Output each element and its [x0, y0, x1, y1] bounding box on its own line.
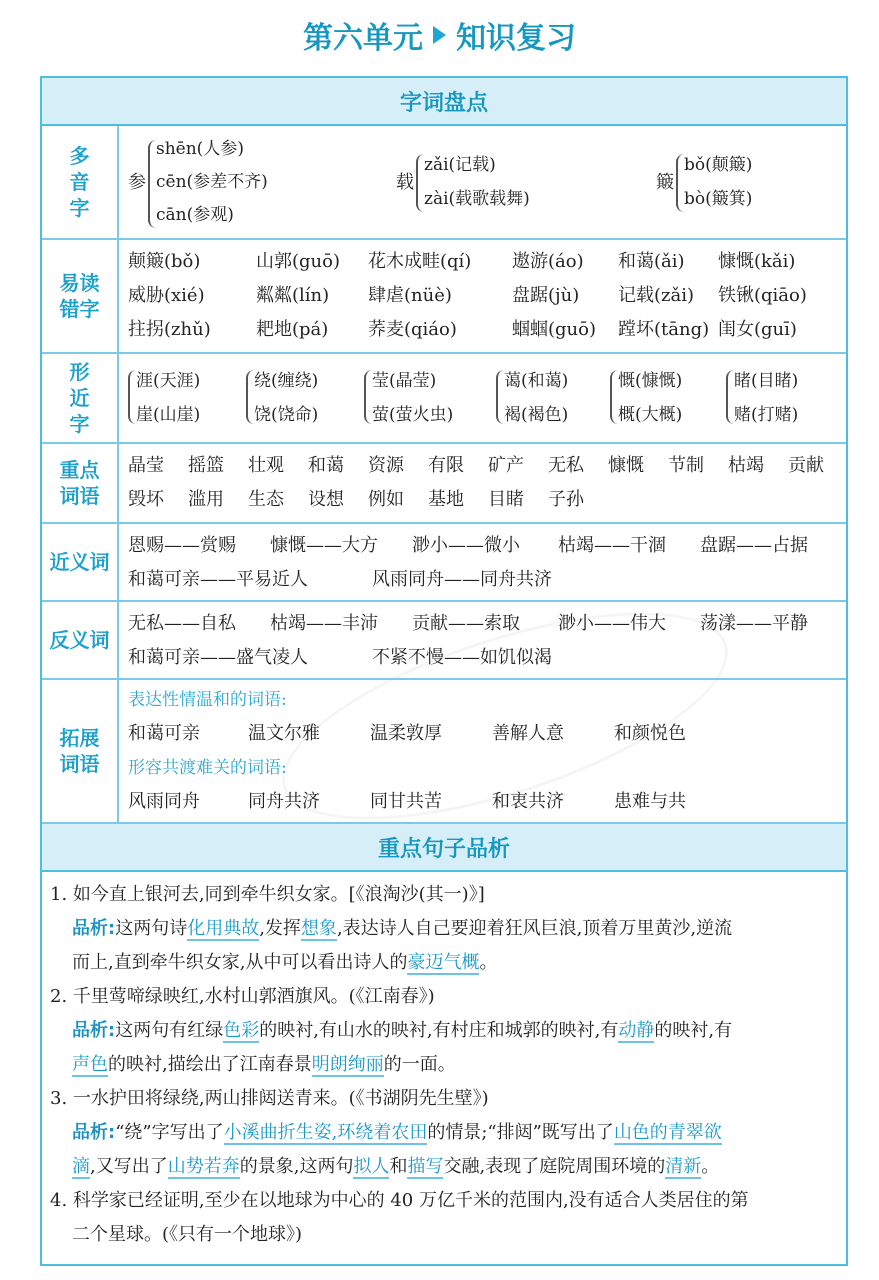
- misread-item: 颠簸(bǒ): [128, 251, 201, 272]
- brace-icon: [496, 370, 504, 424]
- keyword: 有限: [428, 455, 464, 476]
- extended-word: 风雨同舟: [128, 791, 200, 812]
- analysis-2-line: [50, 1048, 838, 1082]
- misread-item: 盘踞(jù): [512, 285, 580, 306]
- keyword: 例如: [368, 489, 404, 510]
- analysis-text: 和: [389, 1156, 408, 1177]
- underlined-keyword: 豪迈气概: [407, 952, 480, 973]
- similar-word: 崖(山崖): [136, 405, 201, 425]
- antonym-pair: 贡献——索取: [412, 613, 520, 634]
- underlined-keyword: 小溪曲折生姿,环绕着农田: [223, 1122, 428, 1143]
- analysis-text: 的一面。: [383, 1054, 456, 1075]
- extended-heading: 形容共渡难关的词语:: [128, 758, 287, 778]
- antonym-pair: 不紧不慢——如饥似渴: [372, 647, 552, 668]
- brace-icon: [128, 370, 136, 424]
- sentence-3: [50, 1082, 838, 1116]
- similar-label-text: 形近字: [69, 360, 90, 436]
- keyword: 矿产: [488, 455, 524, 476]
- sentence-text: 2. 千里莺啼绿映红,水村山郭酒旗风。: [50, 986, 349, 1007]
- keyword: 慷慨: [608, 455, 644, 476]
- misread-item: 威胁(xié): [128, 285, 205, 306]
- polyphone-char: 簸: [656, 172, 674, 193]
- sentence-source: (《只有一个地球》): [162, 1224, 303, 1245]
- polyphone-group: [128, 134, 358, 234]
- extended-word: 同甘共苦: [370, 791, 442, 812]
- keyword: 滥用: [188, 489, 224, 510]
- underlined-keyword: 动静: [618, 1020, 655, 1041]
- misread-item: 蹚坏(tāng): [618, 319, 710, 340]
- similar-word: 蔼(和蔼): [504, 371, 569, 391]
- similar-word: 睹(目睹): [734, 371, 799, 391]
- keywords-line: [128, 450, 844, 482]
- polyphone-group: [656, 150, 836, 220]
- underlined-keyword: 山色的青翠欲: [613, 1122, 722, 1143]
- extended-row: [42, 680, 846, 824]
- sentence-4-cont: [50, 1218, 838, 1252]
- keywords-content: [128, 444, 840, 522]
- polyphone-label-text: 多音字: [69, 144, 90, 220]
- analysis-text: ,发挥: [259, 918, 301, 939]
- keyword: 毁坏: [128, 489, 164, 510]
- keyword: 生态: [248, 489, 284, 510]
- keyword: 资源: [368, 455, 404, 476]
- extended-word: 温柔敦厚: [370, 723, 442, 744]
- sentence-text: 1. 如今直上银河去,同到牵牛织女家。: [50, 884, 349, 905]
- keyword: 壮观: [248, 455, 284, 476]
- similar-word: 概(大概): [618, 405, 683, 425]
- sentence-source: [《浪淘沙(其一)》]: [348, 884, 485, 905]
- analysis-text: 而上,直到牵牛织女家,从中可以看出诗人的: [72, 952, 408, 973]
- underlined-keyword: 色彩: [223, 1020, 260, 1041]
- extended-word: 和蔼可亲: [128, 723, 200, 744]
- analysis-text: 。: [701, 1156, 720, 1177]
- similar-pair: [610, 366, 720, 432]
- synonyms-content: [128, 524, 840, 600]
- keywords-line: [128, 484, 844, 516]
- page-title: [0, 0, 879, 70]
- sentence-text: 3. 一水护田将绿绕,两山排闼送青来。: [50, 1088, 349, 1109]
- arrow-right-icon: [433, 26, 446, 44]
- extended-word: 善解人意: [492, 723, 564, 744]
- keyword: 节制: [668, 455, 704, 476]
- analysis-text: 的映衬,有: [654, 1020, 733, 1041]
- extended-line: [128, 718, 844, 750]
- synonyms-line: [128, 564, 844, 596]
- misread-item: 闺女(guī): [718, 319, 797, 340]
- keyword: 摇篮: [188, 455, 224, 476]
- misread-item: 铁锹(qiāo): [718, 285, 807, 306]
- analysis-1-line: [50, 946, 838, 980]
- polyphone-reading: bò(簸箕): [684, 189, 753, 209]
- topic-title: 知识复习: [456, 21, 576, 56]
- antonym-pair: 枯竭——丰沛: [270, 613, 378, 634]
- misread-item: 记载(zǎi): [618, 285, 695, 306]
- antonyms-line: [128, 642, 844, 674]
- analysis-text: “绕”字写出了: [115, 1122, 224, 1143]
- similar-pair: [726, 366, 836, 432]
- misread-label-text: 易读错字: [59, 271, 100, 321]
- similar-pair: [364, 366, 490, 432]
- extended-word: 患难与共: [614, 791, 686, 812]
- misread-item: 遨游(áo): [512, 251, 584, 272]
- polyphone-reading: cān(参观): [156, 205, 234, 225]
- analysis-2-line: [50, 1014, 838, 1048]
- synonyms-line: [128, 530, 844, 562]
- keywords-label: [42, 444, 119, 522]
- polyphone-char: 参: [128, 172, 146, 193]
- underlined-keyword: 拟人: [353, 1156, 390, 1177]
- underlined-keyword: 声色: [72, 1054, 108, 1075]
- analysis-3-line: [50, 1116, 838, 1150]
- synonyms-label: 近义词: [42, 524, 119, 600]
- sentences-banner: 重点句子品析: [42, 824, 846, 872]
- antonyms-content: [128, 602, 840, 678]
- synonym-pair: 和蔼可亲——平易近人: [128, 569, 308, 590]
- similar-word: 饶(饶命): [254, 405, 319, 425]
- extended-content: [128, 680, 840, 822]
- extended-word: 同舟共济: [248, 791, 320, 812]
- analysis-3-line: [50, 1150, 838, 1184]
- brace-icon: [416, 154, 424, 212]
- underlined-keyword: 滴: [72, 1156, 90, 1177]
- underlined-keyword: 化用典故: [187, 918, 260, 939]
- misread-item: 荞麦(qiáo): [368, 319, 457, 340]
- misread-item: 肆虐(nüè): [368, 285, 452, 306]
- analysis-text: 的景象,这两句: [239, 1156, 354, 1177]
- antonyms-line: [128, 608, 844, 640]
- analysis-tag: 品析:: [72, 1122, 116, 1143]
- synonym-pair: 盘踞——占据: [700, 535, 808, 556]
- brace-icon: [364, 370, 372, 424]
- keyword: 设想: [308, 489, 344, 510]
- antonym-pair: 荡漾——平静: [700, 613, 808, 634]
- analysis-text: 。: [479, 952, 498, 973]
- sentence-analysis-list: [50, 878, 838, 1252]
- analysis-tag: 品析:: [72, 918, 116, 939]
- similar-pair: [128, 366, 238, 432]
- sentence-text: 二个星球。: [72, 1224, 162, 1245]
- keyword: 基地: [428, 489, 464, 510]
- keywords-row: [42, 444, 846, 524]
- analysis-text: 交融,表现了庭院周围环境的: [443, 1156, 666, 1177]
- similar-pair: [246, 366, 356, 432]
- polyphone-content: [128, 126, 840, 238]
- extended-label: [42, 680, 119, 822]
- misread-line: [128, 246, 844, 278]
- antonym-pair: 无私——自私: [128, 613, 236, 634]
- keyword: 枯竭: [728, 455, 764, 476]
- polyphone-group: [396, 150, 596, 220]
- brace-icon: [726, 370, 734, 424]
- similar-label: [42, 354, 119, 442]
- polyphone-label: [42, 126, 119, 238]
- underlined-keyword: 山势若奔: [167, 1156, 240, 1177]
- antonyms-label: 反义词: [42, 602, 119, 678]
- extended-label-text: 拓展词语: [59, 726, 100, 776]
- polyphone-reading: bǒ(颠簸): [684, 155, 753, 175]
- similar-word: 绕(缠绕): [254, 371, 319, 391]
- sentence-2: [50, 980, 838, 1014]
- extended-word: 和衷共济: [492, 791, 564, 812]
- keyword: 目睹: [488, 489, 524, 510]
- brace-icon: [148, 140, 156, 228]
- polyphone-row: [42, 126, 846, 240]
- analysis-text: ,又写出了: [90, 1156, 168, 1177]
- keyword: 和蔼: [308, 455, 344, 476]
- similar-word: 萤(萤火虫): [372, 405, 454, 425]
- similar-word: 慨(慷慨): [618, 371, 683, 391]
- review-frame: [40, 76, 848, 1266]
- underlined-keyword: 描写: [407, 1156, 444, 1177]
- polyphone-char: 载: [396, 172, 414, 193]
- keyword: 无私: [548, 455, 584, 476]
- sentence-text: 4. 科学家已经证明,至少在以地球为中心的 40 万亿千米的范围内,没有适合人类居住的第: [50, 1190, 749, 1211]
- analysis-text: 这两句有红绿: [115, 1020, 224, 1041]
- synonym-pair: 风雨同舟——同舟共济: [372, 569, 552, 590]
- keyword: 贡献: [788, 455, 824, 476]
- misread-item: 花木成畦(qí): [368, 251, 472, 272]
- analysis-1-line: [50, 912, 838, 946]
- extended-word: 和颜悦色: [614, 723, 686, 744]
- similar-word: 赌(打赌): [734, 405, 799, 425]
- sentence-source: (《江南春》): [348, 986, 435, 1007]
- misread-line: [128, 280, 844, 312]
- similar-pair: [496, 366, 606, 432]
- synonym-pair: 渺小——微小: [412, 535, 520, 556]
- keyword: 晶莹: [128, 455, 164, 476]
- similar-row: [42, 354, 846, 444]
- keyword: 子孙: [548, 489, 584, 510]
- analysis-text: 的映衬,有山水的映衬,有村庄和城郭的映衬,有: [259, 1020, 619, 1041]
- misread-item: 蝈蝈(guō): [512, 319, 596, 340]
- polyphone-reading: zài(载歌载舞): [424, 189, 530, 209]
- synonym-pair: 枯竭——干涸: [558, 535, 666, 556]
- synonym-pair: 慷慨——大方: [270, 535, 378, 556]
- polyphone-reading: shēn(人参): [156, 139, 244, 159]
- similar-content: [128, 354, 840, 442]
- similar-word: 莹(晶莹): [372, 371, 437, 391]
- analysis-tag: 品析:: [72, 1020, 116, 1041]
- extended-word: 温文尔雅: [248, 723, 320, 744]
- antonym-pair: 渺小——伟大: [558, 613, 666, 634]
- misread-item: 拄拐(zhǔ): [128, 319, 211, 340]
- misread-content: [128, 240, 840, 352]
- polyphone-reading: cēn(参差不齐): [156, 172, 268, 192]
- analysis-text: 的映衬,描绘出了江南春景: [108, 1054, 312, 1075]
- misread-item: 耙地(pá): [256, 319, 329, 340]
- extended-heading: 表达性情温和的词语:: [128, 690, 287, 710]
- sentence-4: [50, 1184, 838, 1218]
- antonym-pair: 和蔼可亲——盛气凌人: [128, 647, 308, 668]
- misread-line: [128, 314, 844, 346]
- similar-word: 褐(褐色): [504, 405, 569, 425]
- misread-label: [42, 240, 119, 352]
- underlined-keyword: 想象: [300, 918, 337, 939]
- sentence-source: (《书湖阴先生壁》): [348, 1088, 489, 1109]
- polyphone-reading: zǎi(记载): [424, 155, 496, 175]
- misread-item: 粼粼(lín): [256, 285, 330, 306]
- keywords-label-text: 重点词语: [59, 458, 100, 508]
- vocab-banner: 字词盘点: [42, 78, 846, 126]
- brace-icon: [610, 370, 618, 424]
- synonym-pair: 恩赐——赏赐: [128, 535, 236, 556]
- analysis-text: 这两句诗: [115, 918, 188, 939]
- misread-row: [42, 240, 846, 354]
- analysis-text: ,表达诗人自己要迎着狂风巨浪,顶着万里黄沙,逆流: [336, 918, 733, 939]
- similar-word: 涯(天涯): [136, 371, 201, 391]
- extended-line: [128, 786, 844, 818]
- misread-item: 山郭(guō): [256, 251, 340, 272]
- misread-item: 和蔼(ǎi): [618, 251, 685, 272]
- brace-icon: [246, 370, 254, 424]
- unit-title: 第六单元: [303, 21, 423, 56]
- underlined-keyword: 明朗绚丽: [311, 1054, 384, 1075]
- brace-icon: [676, 154, 684, 212]
- underlined-keyword: 清新: [665, 1156, 702, 1177]
- analysis-text: 的情景;“排闼”既写出了: [427, 1122, 614, 1143]
- misread-item: 慷慨(kǎi): [718, 251, 796, 272]
- antonyms-row: [42, 602, 846, 680]
- sentence-1: [50, 878, 838, 912]
- synonyms-row: [42, 524, 846, 602]
